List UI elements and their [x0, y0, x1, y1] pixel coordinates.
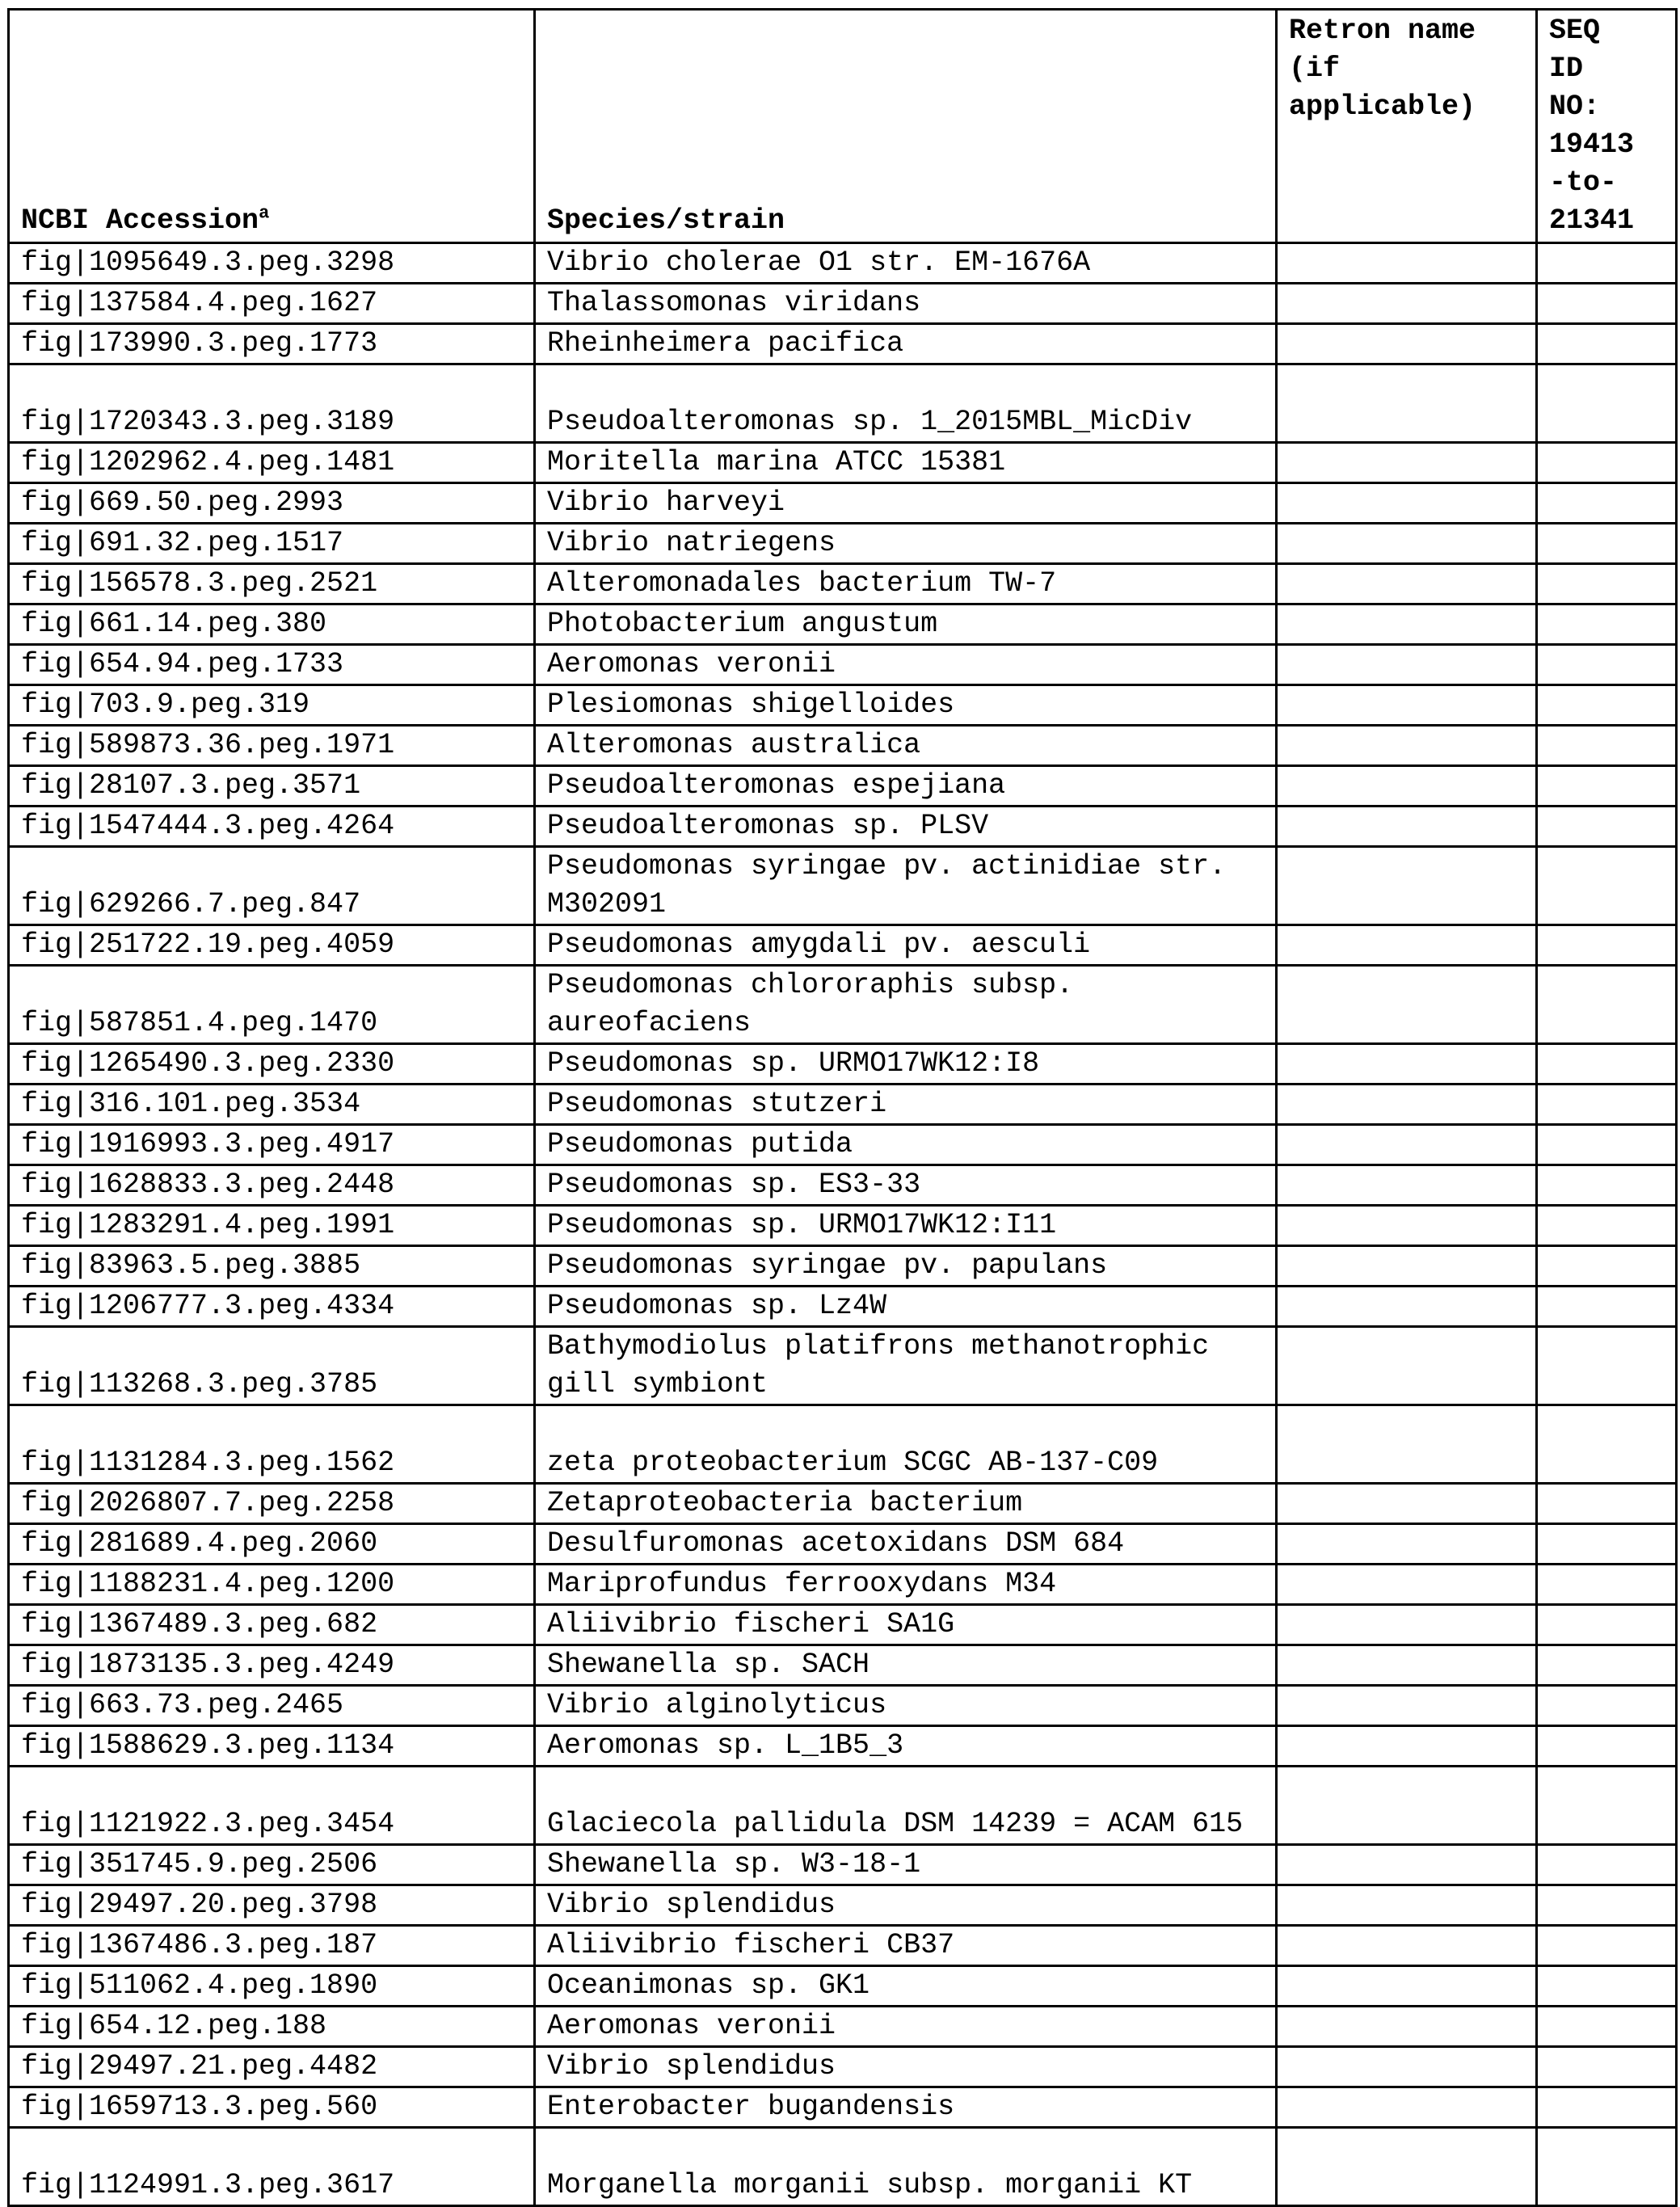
table-row: [9, 1165, 1677, 1206]
seq-id-cell: [1537, 1165, 1677, 1206]
species-cell: Shewanella sp. W3-18-1: [535, 1845, 1277, 1885]
species-cell: Vibrio cholerae O1 str. EM-1676A: [535, 243, 1277, 284]
retron-name-cell: [1277, 1845, 1537, 1885]
retron-name-cell: [1277, 1246, 1537, 1287]
species-cell: Pseudomonas sp. ES3-33: [535, 1165, 1277, 1206]
retron-name-cell: [1277, 766, 1537, 807]
retron-name-cell: [1277, 2128, 1537, 2206]
accession-cell: fig|2026807.7.peg.2258: [9, 1484, 535, 1524]
table-row: [9, 2047, 1677, 2087]
species-cell: Vibrio alginolyticus: [535, 1686, 1277, 1726]
seq-id-cell: [1537, 1287, 1677, 1327]
accession-cell: fig|654.12.peg.188: [9, 2007, 535, 2047]
seq-id-cell: [1537, 2128, 1677, 2206]
table-row: [9, 1206, 1677, 1246]
species-cell: Shewanella sp. SACH: [535, 1645, 1277, 1686]
species-cell: Vibrio natriegens: [535, 524, 1277, 564]
retron-name-cell: [1277, 1125, 1537, 1165]
species-cell: Pseudomonas sp. URMO17WK12:I8: [535, 1044, 1277, 1085]
seq-id-cell: [1537, 2047, 1677, 2087]
seq-id-cell: [1537, 564, 1677, 604]
seq-id-cell: [1537, 1327, 1677, 1405]
species-cell: Alteromonas australica: [535, 726, 1277, 766]
table-row: [9, 1287, 1677, 1327]
header-retron-name: Retron name (if applicable): [1277, 10, 1537, 243]
seq-id-cell: [1537, 1926, 1677, 1966]
retron-name-cell: [1277, 1327, 1537, 1405]
table-row: [9, 685, 1677, 726]
seq-id-cell: [1537, 324, 1677, 364]
seq-id-cell: [1537, 483, 1677, 524]
accession-cell: fig|28107.3.peg.3571: [9, 766, 535, 807]
table-row: [9, 524, 1677, 564]
seq-id-cell: [1537, 1845, 1677, 1885]
seq-id-cell: [1537, 2087, 1677, 2128]
accession-cell: fig|281689.4.peg.2060: [9, 1524, 535, 1565]
species-cell: Pseudoalteromonas espejiana: [535, 766, 1277, 807]
retron-name-cell: [1277, 1726, 1537, 1767]
retron-name-cell: [1277, 726, 1537, 766]
accession-cell: fig|703.9.peg.319: [9, 685, 535, 726]
table-header-row: [9, 10, 1677, 243]
header-species-strain: Species/strain: [535, 10, 1277, 243]
table-body: [9, 243, 1677, 2206]
retron-table: [7, 8, 1678, 2207]
retron-name-cell: [1277, 1926, 1537, 1966]
seq-id-cell: [1537, 364, 1677, 443]
retron-name-cell: [1277, 604, 1537, 645]
header-ncbi-accession: [9, 10, 535, 243]
table-row: [9, 324, 1677, 364]
seq-id-cell: [1537, 1726, 1677, 1767]
accession-cell: fig|663.73.peg.2465: [9, 1686, 535, 1726]
seq-id-cell: [1537, 1246, 1677, 1287]
table-row: [9, 243, 1677, 284]
table-row: [9, 1484, 1677, 1524]
retron-name-cell: [1277, 2047, 1537, 2087]
accession-cell: fig|1916993.3.peg.4917: [9, 1125, 535, 1165]
table-row: [9, 604, 1677, 645]
seq-header-line: 21341: [1549, 204, 1635, 237]
seq-id-cell: [1537, 807, 1677, 847]
retron-name-cell: [1277, 1405, 1537, 1484]
accession-cell: fig|1121922.3.peg.3454: [9, 1767, 535, 1845]
table-row: [9, 1565, 1677, 1605]
table-row: [9, 1405, 1677, 1484]
species-cell: Vibrio harveyi: [535, 483, 1277, 524]
seq-id-cell: [1537, 1405, 1677, 1484]
species-cell: Pseudoalteromonas sp. 1_2015MBL_MicDiv: [535, 364, 1277, 443]
retron-name-cell: [1277, 524, 1537, 564]
table-row: [9, 1085, 1677, 1125]
seq-id-cell: [1537, 847, 1677, 925]
seq-id-cell: [1537, 1605, 1677, 1645]
table-row: [9, 2007, 1677, 2047]
accession-cell: fig|1265490.3.peg.2330: [9, 1044, 535, 1085]
table-row: [9, 807, 1677, 847]
seq-header-line: 19413: [1549, 128, 1635, 161]
table-row: [9, 1726, 1677, 1767]
accession-cell: fig|1206777.3.peg.4334: [9, 1287, 535, 1327]
table-row: [9, 1686, 1677, 1726]
seq-header-line: NO:: [1549, 91, 1601, 123]
accession-cell: fig|1367489.3.peg.682: [9, 1605, 535, 1645]
retron-name-cell: [1277, 364, 1537, 443]
species-cell: Aeromonas veronii: [535, 2007, 1277, 2047]
species-cell: Zetaproteobacteria bacterium: [535, 1484, 1277, 1524]
table-row: [9, 1845, 1677, 1885]
accession-cell: fig|173990.3.peg.1773: [9, 324, 535, 364]
seq-id-cell: [1537, 1565, 1677, 1605]
species-cell: Morganella morganii subsp. morganii KT: [535, 2128, 1277, 2206]
accession-cell: fig|587851.4.peg.1470: [9, 966, 535, 1044]
seq-id-cell: [1537, 1966, 1677, 2007]
species-cell: Pseudoalteromonas sp. PLSV: [535, 807, 1277, 847]
accession-cell: fig|1095649.3.peg.3298: [9, 243, 535, 284]
accession-cell: fig|1202962.4.peg.1481: [9, 443, 535, 483]
seq-id-cell: [1537, 1686, 1677, 1726]
species-cell: Plesiomonas shigelloides: [535, 685, 1277, 726]
table-row: [9, 925, 1677, 966]
table-row: [9, 847, 1677, 925]
accession-cell: fig|1659713.3.peg.560: [9, 2087, 535, 2128]
retron-name-cell: [1277, 966, 1537, 1044]
species-cell: Vibrio splendidus: [535, 1885, 1277, 1926]
seq-id-cell: [1537, 443, 1677, 483]
species-cell: Alteromonadales bacterium TW-7: [535, 564, 1277, 604]
retron-name-cell: [1277, 807, 1537, 847]
retron-name-cell: [1277, 1206, 1537, 1246]
retron-name-cell: [1277, 564, 1537, 604]
retron-name-cell: [1277, 1966, 1537, 2007]
species-cell: Pseudomonas syringae pv. papulans: [535, 1246, 1277, 1287]
accession-cell: fig|1124991.3.peg.3617: [9, 2128, 535, 2206]
species-cell: Pseudomonas chlororaphis subsp. aureofaciens: [535, 966, 1277, 1044]
seq-header-line: -to-: [1549, 166, 1618, 199]
footnote-marker: a: [259, 203, 270, 224]
accession-cell: fig|1188231.4.peg.1200: [9, 1565, 535, 1605]
header-accession-label: NCBI Accession: [21, 204, 259, 237]
accession-cell: fig|316.101.peg.3534: [9, 1085, 535, 1125]
table-row: [9, 1926, 1677, 1966]
retron-name-cell: [1277, 645, 1537, 685]
retron-name-cell: [1277, 2007, 1537, 2047]
table-row: [9, 1246, 1677, 1287]
table-row: [9, 1966, 1677, 2007]
retron-name-cell: [1277, 925, 1537, 966]
table-row: [9, 1645, 1677, 1686]
accession-cell: fig|1131284.3.peg.1562: [9, 1405, 535, 1484]
seq-id-cell: [1537, 1484, 1677, 1524]
accession-cell: fig|351745.9.peg.2506: [9, 1845, 535, 1885]
accession-cell: fig|29497.21.peg.4482: [9, 2047, 535, 2087]
table-row: [9, 766, 1677, 807]
retron-name-cell: [1277, 1165, 1537, 1206]
table-row: [9, 726, 1677, 766]
seq-id-cell: [1537, 1885, 1677, 1926]
seq-id-cell: [1537, 1085, 1677, 1125]
species-cell: Desulfuromonas acetoxidans DSM 684: [535, 1524, 1277, 1565]
species-cell: Aliivibrio fischeri CB37: [535, 1926, 1277, 1966]
seq-id-cell: [1537, 925, 1677, 966]
species-cell: Vibrio splendidus: [535, 2047, 1277, 2087]
table-row: [9, 483, 1677, 524]
seq-id-cell: [1537, 1044, 1677, 1085]
retron-name-cell: [1277, 483, 1537, 524]
retron-name-cell: [1277, 1605, 1537, 1645]
species-cell: Oceanimonas sp. GK1: [535, 1966, 1277, 2007]
accession-cell: fig|137584.4.peg.1627: [9, 284, 535, 324]
retron-name-cell: [1277, 1565, 1537, 1605]
table-row: [9, 2128, 1677, 2206]
accession-cell: fig|589873.36.peg.1971: [9, 726, 535, 766]
accession-cell: fig|1367486.3.peg.187: [9, 1926, 535, 1966]
accession-cell: fig|1873135.3.peg.4249: [9, 1645, 535, 1686]
retron-name-cell: [1277, 1645, 1537, 1686]
retron-name-cell: [1277, 1885, 1537, 1926]
table-row: [9, 1044, 1677, 1085]
retron-name-cell: [1277, 243, 1537, 284]
accession-cell: fig|511062.4.peg.1890: [9, 1966, 535, 2007]
seq-id-cell: [1537, 524, 1677, 564]
seq-id-cell: [1537, 726, 1677, 766]
accession-cell: fig|1628833.3.peg.2448: [9, 1165, 535, 1206]
accession-cell: fig|251722.19.peg.4059: [9, 925, 535, 966]
retron-name-cell: [1277, 1287, 1537, 1327]
species-cell: zeta proteobacterium SCGC AB-137-C09: [535, 1405, 1277, 1484]
seq-id-cell: [1537, 1524, 1677, 1565]
table-row: [9, 1885, 1677, 1926]
table-row: [9, 284, 1677, 324]
species-cell: Photobacterium angustum: [535, 604, 1277, 645]
seq-id-cell: [1537, 604, 1677, 645]
species-cell: Pseudomonas sp. Lz4W: [535, 1287, 1277, 1327]
species-cell: Pseudomonas syringae pv. actinidiae str. M302091: [535, 847, 1277, 925]
retron-name-cell: [1277, 2087, 1537, 2128]
retron-name-cell: [1277, 324, 1537, 364]
table-row: [9, 364, 1677, 443]
seq-id-cell: [1537, 1125, 1677, 1165]
seq-id-cell: [1537, 1767, 1677, 1845]
retron-name-cell: [1277, 1686, 1537, 1726]
header-seq-id: [1537, 10, 1677, 243]
retron-name-cell: [1277, 1767, 1537, 1845]
table-row: [9, 1605, 1677, 1645]
species-cell: Aeromonas veronii: [535, 645, 1277, 685]
retron-name-cell: [1277, 443, 1537, 483]
species-cell: Enterobacter bugandensis: [535, 2087, 1277, 2128]
retron-name-cell: [1277, 1524, 1537, 1565]
table-row: [9, 966, 1677, 1044]
species-cell: Bathymodiolus platifrons methanotrophic gill symbiont: [535, 1327, 1277, 1405]
seq-id-cell: [1537, 2007, 1677, 2047]
seq-id-cell: [1537, 1645, 1677, 1686]
table-row: [9, 564, 1677, 604]
table-row: [9, 1767, 1677, 1845]
species-cell: Mariprofundus ferrooxydans M34: [535, 1565, 1277, 1605]
retron-name-cell: [1277, 1044, 1537, 1085]
accession-cell: fig|691.32.peg.1517: [9, 524, 535, 564]
table-row: [9, 1327, 1677, 1405]
species-cell: Pseudomonas sp. URMO17WK12:I11: [535, 1206, 1277, 1246]
species-cell: Thalassomonas viridans: [535, 284, 1277, 324]
accession-cell: fig|629266.7.peg.847: [9, 847, 535, 925]
accession-cell: fig|669.50.peg.2993: [9, 483, 535, 524]
species-cell: Aeromonas sp. L_1B5_3: [535, 1726, 1277, 1767]
accession-cell: fig|83963.5.peg.3885: [9, 1246, 535, 1287]
accession-cell: fig|1720343.3.peg.3189: [9, 364, 535, 443]
accession-cell: fig|654.94.peg.1733: [9, 645, 535, 685]
seq-id-cell: [1537, 685, 1677, 726]
seq-header-line: ID: [1549, 53, 1584, 85]
retron-name-cell: [1277, 847, 1537, 925]
table-row: [9, 1125, 1677, 1165]
retron-name-cell: [1277, 1484, 1537, 1524]
accession-cell: fig|29497.20.peg.3798: [9, 1885, 535, 1926]
seq-id-cell: [1537, 966, 1677, 1044]
seq-id-cell: [1537, 284, 1677, 324]
seq-id-cell: [1537, 243, 1677, 284]
accession-cell: fig|1588629.3.peg.1134: [9, 1726, 535, 1767]
table-row: [9, 443, 1677, 483]
species-cell: Aliivibrio fischeri SA1G: [535, 1605, 1277, 1645]
accession-cell: fig|661.14.peg.380: [9, 604, 535, 645]
accession-cell: fig|156578.3.peg.2521: [9, 564, 535, 604]
retron-name-cell: [1277, 685, 1537, 726]
table-row: [9, 1524, 1677, 1565]
accession-cell: fig|113268.3.peg.3785: [9, 1327, 535, 1405]
accession-cell: fig|1547444.3.peg.4264: [9, 807, 535, 847]
accession-cell: fig|1283291.4.peg.1991: [9, 1206, 535, 1246]
seq-id-cell: [1537, 645, 1677, 685]
retron-name-cell: [1277, 284, 1537, 324]
species-cell: Pseudomonas stutzeri: [535, 1085, 1277, 1125]
seq-id-cell: [1537, 766, 1677, 807]
species-cell: Pseudomonas putida: [535, 1125, 1277, 1165]
seq-id-cell: [1537, 1206, 1677, 1246]
retron-name-cell: [1277, 1085, 1537, 1125]
table-row: [9, 645, 1677, 685]
species-cell: Pseudomonas amygdali pv. aesculi: [535, 925, 1277, 966]
species-cell: Rheinheimera pacifica: [535, 324, 1277, 364]
species-cell: Glaciecola pallidula DSM 14239 = ACAM 615: [535, 1767, 1277, 1845]
seq-header-line: SEQ: [1549, 15, 1601, 47]
document-page: [7, 8, 1678, 2207]
species-cell: Moritella marina ATCC 15381: [535, 443, 1277, 483]
table-row: [9, 2087, 1677, 2128]
